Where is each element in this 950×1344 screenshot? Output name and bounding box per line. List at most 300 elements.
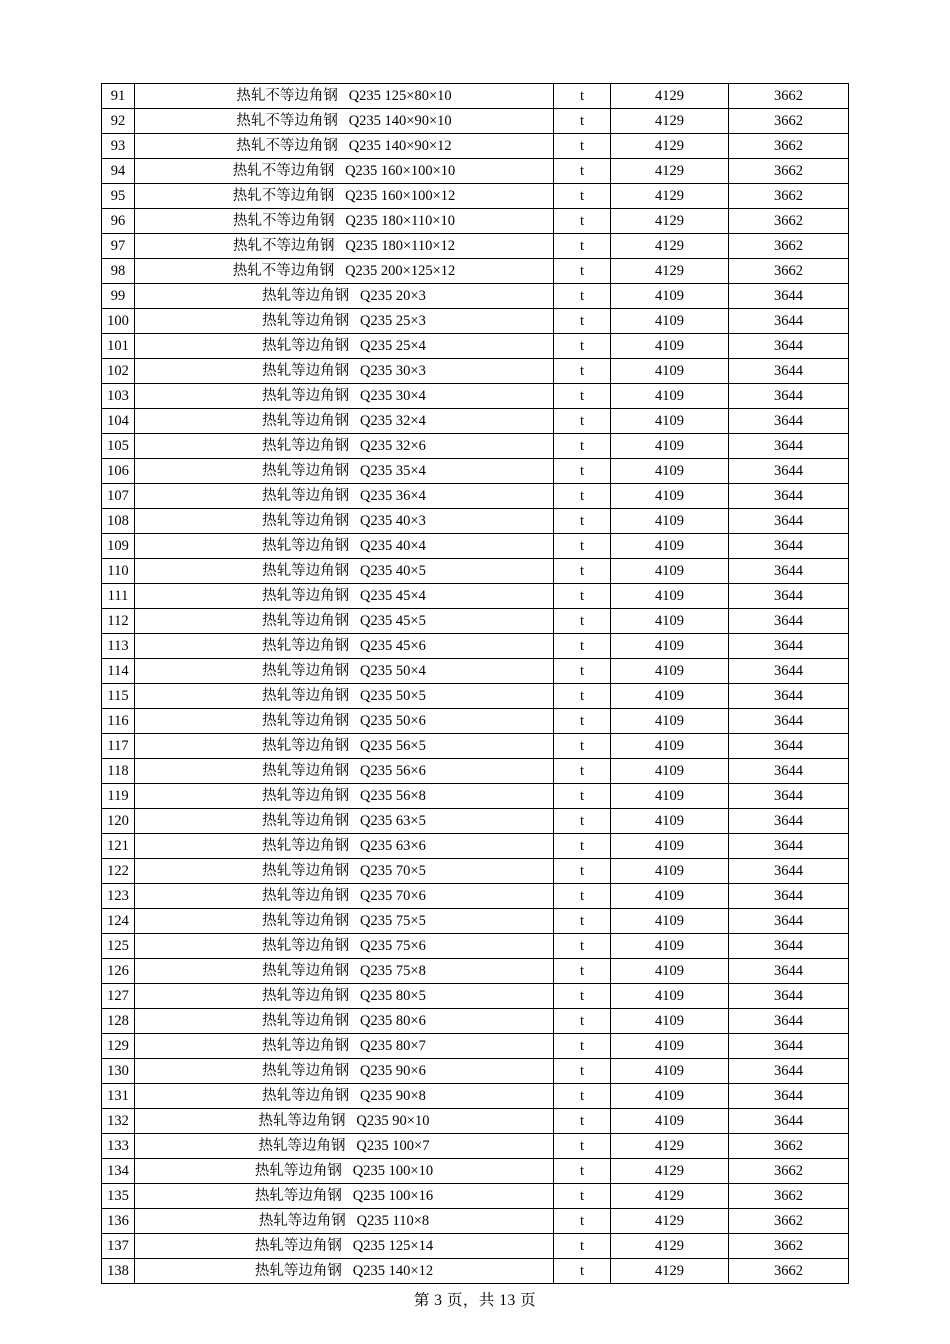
unit-cell: t <box>554 459 611 484</box>
unit-cell: t <box>554 84 611 109</box>
table-row <box>102 909 849 934</box>
price-primary-cell: 4129 <box>611 1259 729 1284</box>
material-description-text: 热轧不等边角钢 Q235 160×100×12 <box>232 188 456 204</box>
price-primary-cell: 4109 <box>611 284 729 309</box>
table-row <box>102 1209 849 1234</box>
material-description-cell <box>135 159 554 184</box>
table-row <box>102 209 849 234</box>
unit-cell: t <box>554 559 611 584</box>
unit-cell: t <box>554 859 611 884</box>
row-index-cell: 126 <box>102 959 135 984</box>
table-row <box>102 1134 849 1159</box>
unit-cell: t <box>554 1234 611 1259</box>
material-description-cell <box>135 134 554 159</box>
unit-cell: t <box>554 434 611 459</box>
table-row <box>102 659 849 684</box>
table-row <box>102 734 849 759</box>
table-row <box>102 884 849 909</box>
price-secondary-cell: 3644 <box>729 709 849 734</box>
price-primary-cell: 4109 <box>611 634 729 659</box>
unit-cell: t <box>554 1159 611 1184</box>
row-index-cell: 128 <box>102 1009 135 1034</box>
row-index-cell: 131 <box>102 1084 135 1109</box>
price-secondary-cell: 3644 <box>729 834 849 859</box>
material-description-cell <box>135 309 554 334</box>
unit-cell: t <box>554 109 611 134</box>
price-secondary-cell: 3644 <box>729 659 849 684</box>
material-description-text: 热轧等边角钢 Q235 63×6 <box>262 838 426 854</box>
table-row <box>102 259 849 284</box>
material-description-text: 热轧等边角钢 Q235 100×16 <box>254 1188 434 1204</box>
unit-cell: t <box>554 634 611 659</box>
material-description-cell <box>135 1159 554 1184</box>
price-primary-cell: 4129 <box>611 1209 729 1234</box>
price-primary-cell: 4109 <box>611 1109 729 1134</box>
material-description-cell <box>135 384 554 409</box>
row-index-cell: 104 <box>102 409 135 434</box>
material-description-cell <box>135 809 554 834</box>
table-row <box>102 759 849 784</box>
price-secondary-cell: 3644 <box>729 1034 849 1059</box>
unit-cell: t <box>554 759 611 784</box>
unit-cell: t <box>554 284 611 309</box>
material-description-text: 热轧等边角钢 Q235 45×6 <box>262 638 426 654</box>
price-secondary-cell: 3662 <box>729 184 849 209</box>
table-row <box>102 284 849 309</box>
unit-cell: t <box>554 909 611 934</box>
material-description-text: 热轧等边角钢 Q235 20×3 <box>262 288 426 304</box>
material-description-cell <box>135 559 554 584</box>
table-row <box>102 809 849 834</box>
table-row <box>102 1184 849 1209</box>
row-index-cell: 129 <box>102 1034 135 1059</box>
material-description-cell <box>135 84 554 109</box>
material-description-cell <box>135 359 554 384</box>
material-description-text: 热轧等边角钢 Q235 40×3 <box>262 513 426 529</box>
price-secondary-cell: 3644 <box>729 859 849 884</box>
table-row <box>102 834 849 859</box>
material-description-cell <box>135 484 554 509</box>
row-index-cell: 114 <box>102 659 135 684</box>
material-description-cell <box>135 759 554 784</box>
material-description-cell <box>135 634 554 659</box>
price-primary-cell: 4109 <box>611 559 729 584</box>
price-primary-cell: 4109 <box>611 834 729 859</box>
price-primary-cell: 4109 <box>611 384 729 409</box>
material-description-text: 热轧等边角钢 Q235 140×12 <box>254 1263 434 1279</box>
price-secondary-cell: 3662 <box>729 1209 849 1234</box>
row-index-cell: 125 <box>102 934 135 959</box>
unit-cell: t <box>554 1034 611 1059</box>
price-secondary-cell: 3662 <box>729 159 849 184</box>
unit-cell: t <box>554 659 611 684</box>
material-description-text: 热轧不等边角钢 Q235 160×100×10 <box>232 163 456 179</box>
row-index-cell: 123 <box>102 884 135 909</box>
row-index-cell: 97 <box>102 234 135 259</box>
price-primary-cell: 4129 <box>611 109 729 134</box>
price-table-container <box>101 83 848 1284</box>
price-primary-cell: 4129 <box>611 1184 729 1209</box>
price-secondary-cell: 3644 <box>729 959 849 984</box>
table-row <box>102 709 849 734</box>
material-description-cell <box>135 509 554 534</box>
price-primary-cell: 4129 <box>611 159 729 184</box>
material-description-text: 热轧等边角钢 Q235 56×8 <box>262 788 426 804</box>
material-description-cell <box>135 409 554 434</box>
unit-cell: t <box>554 1059 611 1084</box>
material-description-cell <box>135 1134 554 1159</box>
material-description-text: 热轧等边角钢 Q235 25×3 <box>262 313 426 329</box>
unit-cell: t <box>554 159 611 184</box>
material-description-text: 热轧等边角钢 Q235 80×5 <box>262 988 426 1004</box>
table-row <box>102 359 849 384</box>
price-secondary-cell: 3644 <box>729 734 849 759</box>
material-description-cell <box>135 1259 554 1284</box>
unit-cell: t <box>554 959 611 984</box>
price-primary-cell: 4109 <box>611 684 729 709</box>
price-secondary-cell: 3662 <box>729 234 849 259</box>
unit-cell: t <box>554 484 611 509</box>
material-description-cell <box>135 934 554 959</box>
material-description-text: 热轧等边角钢 Q235 25×4 <box>262 338 426 354</box>
price-primary-cell: 4109 <box>611 1034 729 1059</box>
table-row <box>102 859 849 884</box>
price-primary-cell: 4109 <box>611 434 729 459</box>
row-index-cell: 136 <box>102 1209 135 1234</box>
table-row <box>102 584 849 609</box>
material-description-text: 热轧等边角钢 Q235 30×3 <box>262 363 426 379</box>
material-description-cell <box>135 709 554 734</box>
row-index-cell: 122 <box>102 859 135 884</box>
material-description-text: 热轧等边角钢 Q235 75×6 <box>262 938 426 954</box>
row-index-cell: 116 <box>102 709 135 734</box>
price-primary-cell: 4109 <box>611 1059 729 1084</box>
unit-cell: t <box>554 934 611 959</box>
table-row <box>102 384 849 409</box>
unit-cell: t <box>554 584 611 609</box>
material-description-text: 热轧不等边角钢 Q235 200×125×12 <box>232 263 456 279</box>
row-index-cell: 132 <box>102 1109 135 1134</box>
row-index-cell: 135 <box>102 1184 135 1209</box>
unit-cell: t <box>554 709 611 734</box>
price-secondary-cell: 3644 <box>729 1084 849 1109</box>
price-secondary-cell: 3662 <box>729 1184 849 1209</box>
row-index-cell: 96 <box>102 209 135 234</box>
unit-cell: t <box>554 134 611 159</box>
material-description-text: 热轧等边角钢 Q235 110×8 <box>258 1213 430 1229</box>
row-index-cell: 133 <box>102 1134 135 1159</box>
material-description-text: 热轧不等边角钢 Q235 180×110×12 <box>232 238 456 254</box>
unit-cell: t <box>554 184 611 209</box>
price-secondary-cell: 3644 <box>729 634 849 659</box>
row-index-cell: 120 <box>102 809 135 834</box>
material-description-cell <box>135 459 554 484</box>
row-index-cell: 107 <box>102 484 135 509</box>
unit-cell: t <box>554 534 611 559</box>
price-primary-cell: 4129 <box>611 259 729 284</box>
price-primary-cell: 4109 <box>611 359 729 384</box>
table-row <box>102 434 849 459</box>
material-description-text: 热轧等边角钢 Q235 50×5 <box>262 688 426 704</box>
price-primary-cell: 4109 <box>611 984 729 1009</box>
unit-cell: t <box>554 1259 611 1284</box>
row-index-cell: 130 <box>102 1059 135 1084</box>
price-primary-cell: 4109 <box>611 859 729 884</box>
price-primary-cell: 4129 <box>611 1234 729 1259</box>
table-row <box>102 984 849 1009</box>
price-primary-cell: 4109 <box>611 309 729 334</box>
price-primary-cell: 4109 <box>611 709 729 734</box>
row-index-cell: 138 <box>102 1259 135 1284</box>
table-row <box>102 1109 849 1134</box>
table-row <box>102 684 849 709</box>
material-description-cell <box>135 984 554 1009</box>
table-row <box>102 959 849 984</box>
row-index-cell: 134 <box>102 1159 135 1184</box>
table-row <box>102 334 849 359</box>
material-description-cell <box>135 1234 554 1259</box>
price-secondary-cell: 3662 <box>729 259 849 284</box>
row-index-cell: 117 <box>102 734 135 759</box>
unit-cell: t <box>554 609 611 634</box>
unit-cell: t <box>554 259 611 284</box>
material-price-table <box>101 83 849 1284</box>
unit-cell: t <box>554 1084 611 1109</box>
price-secondary-cell: 3644 <box>729 409 849 434</box>
material-description-text: 热轧等边角钢 Q235 56×6 <box>262 763 426 779</box>
price-primary-cell: 4109 <box>611 484 729 509</box>
price-primary-cell: 4129 <box>611 209 729 234</box>
price-secondary-cell: 3644 <box>729 1109 849 1134</box>
row-index-cell: 118 <box>102 759 135 784</box>
material-description-text: 热轧等边角钢 Q235 75×5 <box>262 913 426 929</box>
price-primary-cell: 4109 <box>611 584 729 609</box>
material-description-cell <box>135 909 554 934</box>
table-row <box>102 509 849 534</box>
row-index-cell: 99 <box>102 284 135 309</box>
price-secondary-cell: 3644 <box>729 759 849 784</box>
material-description-text: 热轧等边角钢 Q235 80×6 <box>262 1013 426 1029</box>
unit-cell: t <box>554 1009 611 1034</box>
unit-cell: t <box>554 409 611 434</box>
price-secondary-cell: 3644 <box>729 359 849 384</box>
material-description-text: 热轧等边角钢 Q235 75×8 <box>262 963 426 979</box>
material-description-cell <box>135 534 554 559</box>
material-description-text: 热轧等边角钢 Q235 36×4 <box>262 488 426 504</box>
price-secondary-cell: 3662 <box>729 1259 849 1284</box>
material-description-text: 热轧等边角钢 Q235 50×6 <box>262 713 426 729</box>
row-index-cell: 119 <box>102 784 135 809</box>
price-secondary-cell: 3644 <box>729 484 849 509</box>
material-description-text: 热轧等边角钢 Q235 70×6 <box>262 888 426 904</box>
unit-cell: t <box>554 1109 611 1134</box>
unit-cell: t <box>554 684 611 709</box>
unit-cell: t <box>554 509 611 534</box>
price-table-body <box>102 84 849 1284</box>
material-description-text: 热轧等边角钢 Q235 100×10 <box>254 1163 434 1179</box>
material-description-text: 热轧等边角钢 Q235 90×8 <box>262 1088 426 1104</box>
price-primary-cell: 4129 <box>611 84 729 109</box>
price-secondary-cell: 3644 <box>729 434 849 459</box>
row-index-cell: 93 <box>102 134 135 159</box>
table-row <box>102 134 849 159</box>
row-index-cell: 121 <box>102 834 135 859</box>
price-secondary-cell: 3644 <box>729 559 849 584</box>
row-index-cell: 113 <box>102 634 135 659</box>
price-primary-cell: 4109 <box>611 909 729 934</box>
material-description-cell <box>135 584 554 609</box>
price-secondary-cell: 3662 <box>729 1134 849 1159</box>
price-primary-cell: 4109 <box>611 1009 729 1034</box>
unit-cell: t <box>554 234 611 259</box>
unit-cell: t <box>554 334 611 359</box>
material-description-cell <box>135 1109 554 1134</box>
price-secondary-cell: 3662 <box>729 109 849 134</box>
price-primary-cell: 4129 <box>611 184 729 209</box>
material-description-cell <box>135 109 554 134</box>
material-description-cell <box>135 884 554 909</box>
material-description-text: 热轧不等边角钢 Q235 140×90×12 <box>236 138 452 154</box>
material-description-cell <box>135 1034 554 1059</box>
table-row <box>102 484 849 509</box>
price-primary-cell: 4109 <box>611 659 729 684</box>
material-description-text: 热轧等边角钢 Q235 70×5 <box>262 863 426 879</box>
row-index-cell: 92 <box>102 109 135 134</box>
material-description-cell <box>135 609 554 634</box>
price-secondary-cell: 3662 <box>729 209 849 234</box>
row-index-cell: 127 <box>102 984 135 1009</box>
material-description-text: 热轧等边角钢 Q235 90×10 <box>258 1113 430 1129</box>
price-primary-cell: 4109 <box>611 734 729 759</box>
price-secondary-cell: 3662 <box>729 84 849 109</box>
material-description-text: 热轧不等边角钢 Q235 125×80×10 <box>236 88 452 104</box>
price-secondary-cell: 3644 <box>729 1059 849 1084</box>
price-primary-cell: 4109 <box>611 959 729 984</box>
row-index-cell: 106 <box>102 459 135 484</box>
price-primary-cell: 4109 <box>611 884 729 909</box>
table-row <box>102 784 849 809</box>
material-description-cell <box>135 284 554 309</box>
material-description-cell <box>135 859 554 884</box>
material-description-cell <box>135 659 554 684</box>
price-primary-cell: 4109 <box>611 609 729 634</box>
material-description-cell <box>135 1184 554 1209</box>
table-row <box>102 559 849 584</box>
table-row <box>102 1059 849 1084</box>
price-secondary-cell: 3644 <box>729 584 849 609</box>
row-index-cell: 94 <box>102 159 135 184</box>
material-description-cell <box>135 784 554 809</box>
material-description-cell <box>135 734 554 759</box>
material-description-text: 热轧不等边角钢 Q235 180×110×10 <box>232 213 456 229</box>
price-secondary-cell: 3644 <box>729 984 849 1009</box>
unit-cell: t <box>554 309 611 334</box>
material-description-text: 热轧等边角钢 Q235 40×5 <box>262 563 426 579</box>
row-index-cell: 112 <box>102 609 135 634</box>
material-description-cell <box>135 1084 554 1109</box>
material-description-cell <box>135 259 554 284</box>
row-index-cell: 102 <box>102 359 135 384</box>
material-description-cell <box>135 334 554 359</box>
table-row <box>102 84 849 109</box>
unit-cell: t <box>554 1134 611 1159</box>
material-description-text: 热轧等边角钢 Q235 90×6 <box>262 1063 426 1079</box>
price-secondary-cell: 3644 <box>729 609 849 634</box>
material-description-text: 热轧等边角钢 Q235 32×4 <box>262 413 426 429</box>
unit-cell: t <box>554 1184 611 1209</box>
table-row <box>102 1259 849 1284</box>
price-secondary-cell: 3644 <box>729 509 849 534</box>
material-description-cell <box>135 1059 554 1084</box>
row-index-cell: 98 <box>102 259 135 284</box>
unit-cell: t <box>554 784 611 809</box>
price-secondary-cell: 3644 <box>729 309 849 334</box>
price-primary-cell: 4109 <box>611 534 729 559</box>
price-primary-cell: 4109 <box>611 509 729 534</box>
price-secondary-cell: 3644 <box>729 784 849 809</box>
price-secondary-cell: 3644 <box>729 684 849 709</box>
page-footer: 第 3 页，共 13 页 <box>413 1292 537 1309</box>
row-index-cell: 101 <box>102 334 135 359</box>
material-description-text: 热轧等边角钢 Q235 100×7 <box>258 1138 430 1154</box>
price-secondary-cell: 3644 <box>729 1009 849 1034</box>
material-description-text: 热轧等边角钢 Q235 45×5 <box>262 613 426 629</box>
material-description-text: 热轧等边角钢 Q235 56×5 <box>262 738 426 754</box>
unit-cell: t <box>554 884 611 909</box>
unit-cell: t <box>554 734 611 759</box>
table-row <box>102 1159 849 1184</box>
price-primary-cell: 4129 <box>611 1134 729 1159</box>
material-description-cell <box>135 434 554 459</box>
price-secondary-cell: 3644 <box>729 334 849 359</box>
table-row <box>102 1234 849 1259</box>
table-row <box>102 309 849 334</box>
unit-cell: t <box>554 384 611 409</box>
row-index-cell: 95 <box>102 184 135 209</box>
row-index-cell: 105 <box>102 434 135 459</box>
row-index-cell: 115 <box>102 684 135 709</box>
table-row <box>102 459 849 484</box>
price-primary-cell: 4109 <box>611 1084 729 1109</box>
material-description-cell <box>135 1009 554 1034</box>
material-description-text: 热轧等边角钢 Q235 45×4 <box>262 588 426 604</box>
material-description-cell <box>135 834 554 859</box>
row-index-cell: 111 <box>102 584 135 609</box>
row-index-cell: 108 <box>102 509 135 534</box>
price-primary-cell: 4109 <box>611 784 729 809</box>
material-description-text: 热轧不等边角钢 Q235 140×90×10 <box>236 113 452 129</box>
unit-cell: t <box>554 834 611 859</box>
material-description-text: 热轧等边角钢 Q235 50×4 <box>262 663 426 679</box>
price-primary-cell: 4129 <box>611 234 729 259</box>
material-description-cell <box>135 184 554 209</box>
table-row <box>102 184 849 209</box>
row-index-cell: 124 <box>102 909 135 934</box>
unit-cell: t <box>554 809 611 834</box>
material-description-text: 热轧等边角钢 Q235 32×6 <box>262 438 426 454</box>
unit-cell: t <box>554 1209 611 1234</box>
material-description-cell <box>135 234 554 259</box>
row-index-cell: 110 <box>102 559 135 584</box>
table-row <box>102 1009 849 1034</box>
table-row <box>102 634 849 659</box>
row-index-cell: 137 <box>102 1234 135 1259</box>
price-primary-cell: 4109 <box>611 759 729 784</box>
price-primary-cell: 4129 <box>611 134 729 159</box>
table-row <box>102 609 849 634</box>
unit-cell: t <box>554 209 611 234</box>
row-index-cell: 103 <box>102 384 135 409</box>
